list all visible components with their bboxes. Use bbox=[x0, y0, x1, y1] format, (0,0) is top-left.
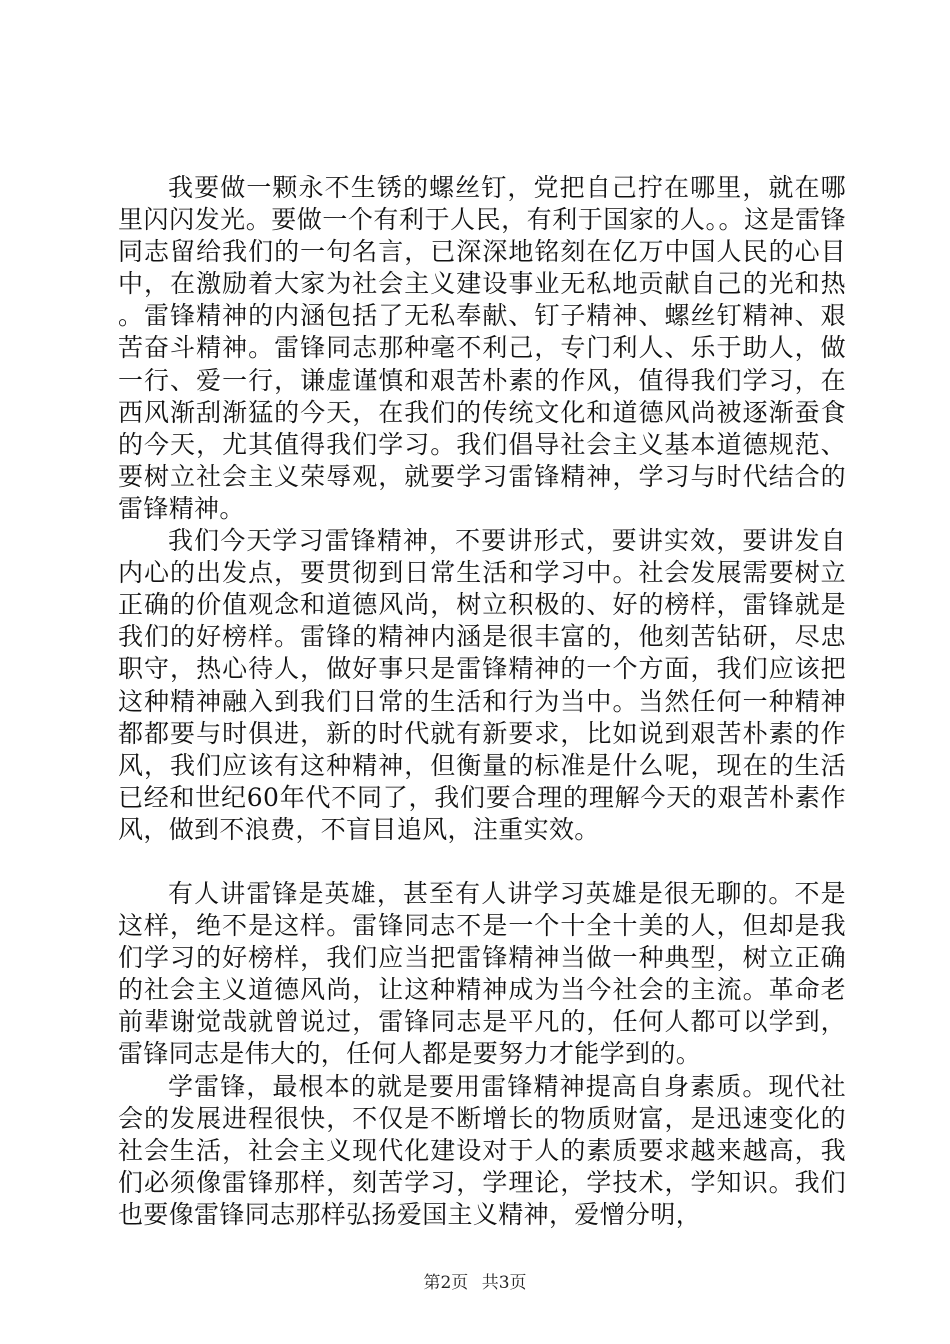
page-footer bbox=[0, 1273, 950, 1293]
document-body bbox=[118, 172, 846, 1231]
paragraph-4: 学雷锋，最根本的就是要用雷锋精神提高自身素质。现代社会的发展进程很快，不仅是不断增长的物质财富，是迅速变化的社会生活，社会主义现代化建设对于人的素质要求越来越高，我们必须像雷锋那样，刻苦学习，学理论，学技术，学知识。我们也要像雷锋同志那样弘扬爱国主义精神，爱憎分明， bbox=[118, 1071, 846, 1229]
paragraph-2: 我们今天学习雷锋精神，不要讲形式，要讲实效，要讲发自内心的出发点，要贯彻到日常生活和学习中。社会发展需要树立正确的价值观念和道德风尚，树立积极的、好的榜样，雷锋就是我们的好榜样。雷锋的精神内涵是很丰富的，他刻苦钻研，尽忠职守，热心待人，做好事只是雷锋精神的一个方面，我们应该把这种精神融入到我们日常的生活和行为当中。当然任何一种精神都都要与时俱进，新的时代就有新要求，比如说到艰苦朴素的作风，我们应该有这种精神，但衡量的标准是什么呢，现在的生活已经和世纪60年代不同了，我们要合理的理解今天的艰苦朴素作风，做到不浪费，不盲目追风，注重实效。 bbox=[118, 526, 846, 844]
paragraph-3: 有人讲雷锋是英雄，甚至有人讲学习英雄是很无聊的。不是这样，绝不是这样。雷锋同志不是一个十全十美的人，但却是我们学习的好榜样，我们应当把雷锋精神当做一种典型，树立正确的社会主义道德风尚，让这种精神成为当今社会的主流。革命老前辈谢觉哉就曾说过，雷锋同志是平凡的，任何人都可以学到，雷锋同志是伟大的，任何人都是要努力才能学到的。 bbox=[118, 878, 846, 1069]
paragraph-1: 我要做一颗永不生锈的螺丝钉，党把自己拧在哪里，就在哪里闪闪发光。要做一个有利于人民，有利于国家的人。。这是雷锋同志留给我们的一句名言，已深深地铭刻在亿万中国人民的心目中，在激励着大家为社会主义建设事业无私地贡献自己的光和热。雷锋精神的内涵包括了无私奉献、钉子精神、螺丝钉精神、艰苦奋斗精神。雷锋同志那种毫不利己，专门利人、乐于助人，做一行、爱一行，谦虚谨慎和艰苦朴素的作风，值得我们学习，在西风渐刮渐猛的今天，在我们的传统文化和道德风尚被逐渐蚕食的今天，尤其值得我们学习。我们倡导社会主义基本道德规范、要树立社会主义荣辱观，就要学习雷锋精神，学习与时代结合的雷锋精神。 bbox=[118, 173, 846, 523]
page-number: 第2页 bbox=[423, 1273, 469, 1293]
page-total: 共3页 bbox=[481, 1273, 527, 1293]
